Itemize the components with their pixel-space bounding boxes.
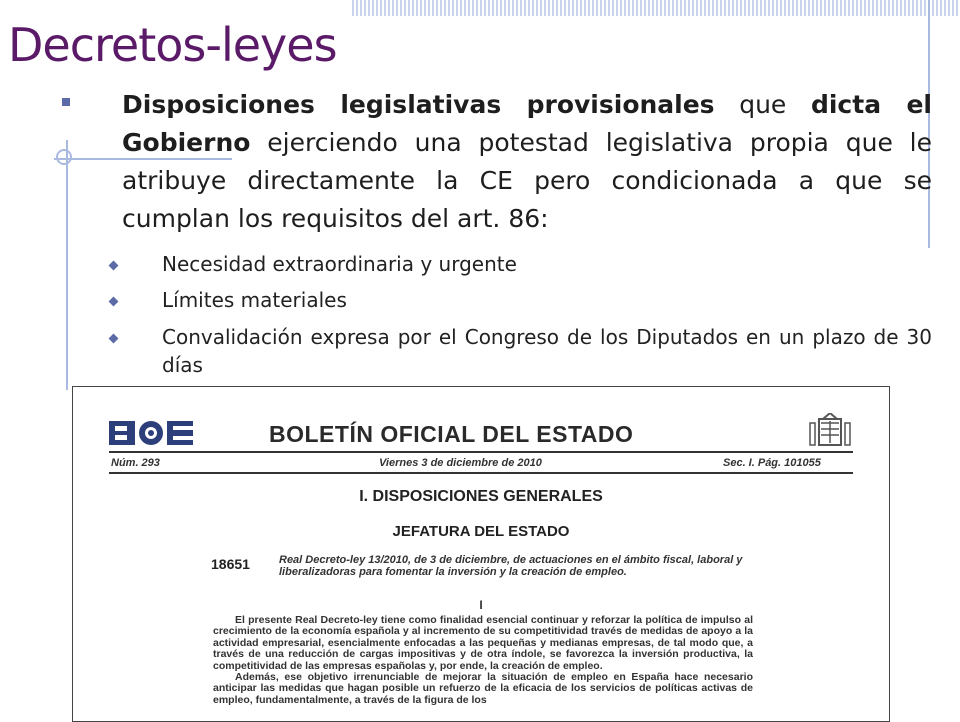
boe-section-page: Sec. I. Pág. 101055 xyxy=(723,457,821,469)
main-bullet-text xyxy=(122,86,932,238)
sub-bullet-1: Necesidad extraordinaria y urgente xyxy=(162,252,517,276)
bold-phrase: Disposiciones legislativas provisionales xyxy=(122,90,715,119)
square-bullet-icon xyxy=(62,98,70,106)
boe-header-title: BOLETÍN OFICIAL DEL ESTADO xyxy=(269,421,634,447)
boe-roman-numeral: I xyxy=(479,598,483,612)
diamond-bullet-icon xyxy=(109,334,119,344)
diamond-bullet-icon xyxy=(109,261,119,271)
coat-of-arms-icon xyxy=(807,413,853,453)
decorative-vertical-line-left xyxy=(66,140,68,390)
diamond-bullet-icon xyxy=(109,297,119,307)
boe-issue-date: Viernes 3 de diciembre de 2010 xyxy=(379,457,542,469)
boe-paragraph: Además, ese objetivo irrenunciable de mejorar la situación de empleo en España hace necesario anticipar las medidas que hagan posible un refuerzo de la eficacia de los servicios de políticas activas de empleo, fundamentalmente, a través de la figura de los xyxy=(213,671,753,706)
boe-logo xyxy=(109,421,195,445)
boe-issue-number: Núm. 293 xyxy=(111,457,160,469)
decorative-top-band xyxy=(352,0,960,16)
sub-bullet-3: Convalidación expresa por el Congreso de los Diputados en un plazo de 30 días xyxy=(162,325,932,377)
boe-subsection-heading: JEFATURA DEL ESTADO xyxy=(392,523,570,540)
bullet-text-part: ejerciendo una potestad legislativa propia que le atribuye directamente la CE pero condicionada a que se cumplan los requisitos del art. 86: xyxy=(122,128,932,233)
boe-meta-rule xyxy=(109,472,853,474)
bold-phrase: dicta el Gobierno xyxy=(122,90,932,157)
boe-section-heading: I. DISPOSICIONES GENERALES xyxy=(359,488,603,505)
boe-header-rule xyxy=(109,451,853,453)
boe-entry-number: 18651 xyxy=(211,556,250,572)
sub-bullet-2: Límites materiales xyxy=(162,288,347,312)
boe-decree-title: Real Decreto-ley 13/2010, de 3 de diciembre, de actuaciones en el ámbito fiscal, laboral y liberalizadoras para fomentar la inversión y la creación de empleo. xyxy=(279,554,743,578)
boe-body-text xyxy=(213,615,753,706)
boe-paragraph: El presente Real Decreto-ley tiene como finalidad esencial continuar y reforzar la política de impulso al crecimiento de la economía española y al incremento de su competitividad través de medidas de apoyo a la actividad empresarial, esencialmente enfocadas a las pequeñas y medianas empresas, de tal modo que, a través de una reducción de cargas impositivas y de otra índole, se favorezca la inversión productiva, la competitividad de las empresas españolas y, por ende, la creación de empleo. xyxy=(213,614,753,672)
bullet-text-part: que xyxy=(714,90,811,119)
boe-document-image xyxy=(72,386,890,722)
slide-title: Decretos-leyes xyxy=(8,18,337,72)
decorative-circle xyxy=(56,149,72,165)
